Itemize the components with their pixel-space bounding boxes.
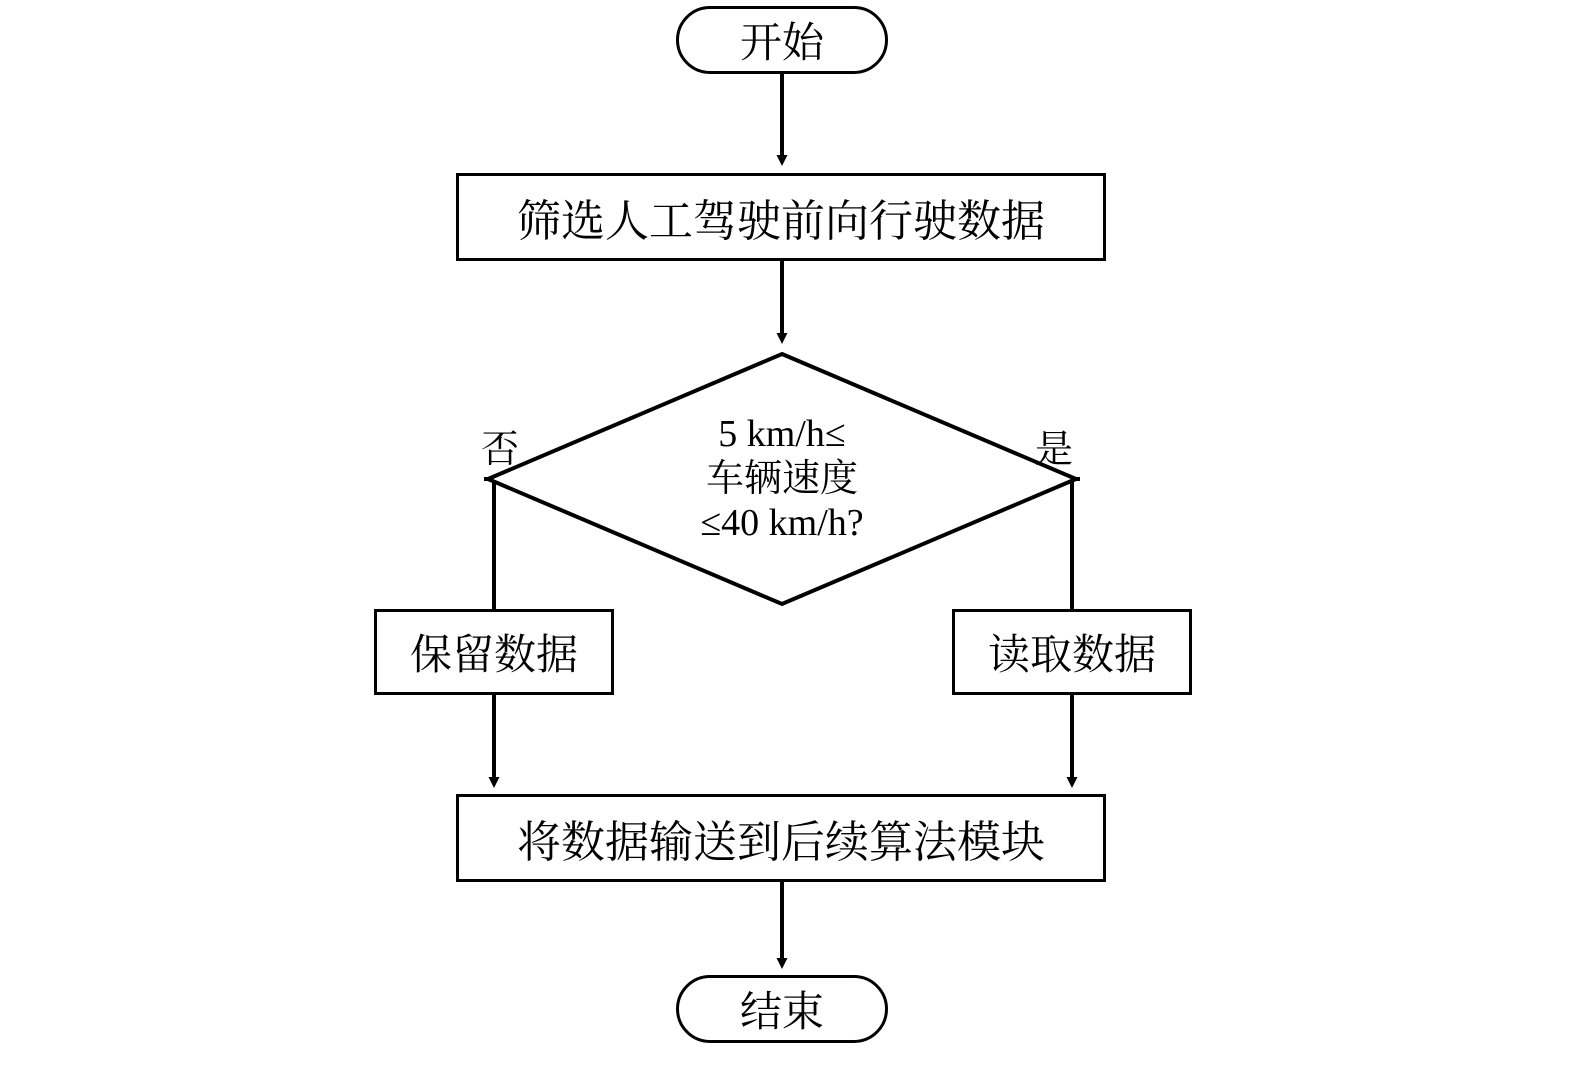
node-send-to-algorithm-module xyxy=(456,794,1106,882)
node-output-label: 将数据输送到后续算法模块 xyxy=(517,818,1045,867)
node-end xyxy=(676,975,888,1043)
decision-text xyxy=(484,350,1080,608)
node-filter-label: 筛选人工驾驶前向行驶数据 xyxy=(517,197,1045,246)
node-keep-data xyxy=(374,609,614,695)
edge-label-no: 否 xyxy=(481,429,520,471)
node-filter-manual-driving-data xyxy=(456,173,1106,261)
node-start xyxy=(676,6,888,74)
node-speed-decision xyxy=(484,350,1080,608)
decision-line-3: ≤40 km/h? xyxy=(700,502,864,545)
node-start-label: 开始 xyxy=(739,21,824,67)
node-read-data xyxy=(952,609,1192,695)
node-keep-label: 保留数据 xyxy=(409,633,578,679)
node-end-label: 结束 xyxy=(739,990,824,1036)
decision-line-2: 车辆速度 xyxy=(705,457,858,500)
edge-label-yes: 是 xyxy=(1035,429,1074,471)
node-read-label: 读取数据 xyxy=(987,633,1156,679)
decision-line-1: 5 km/h≤ xyxy=(718,412,846,455)
